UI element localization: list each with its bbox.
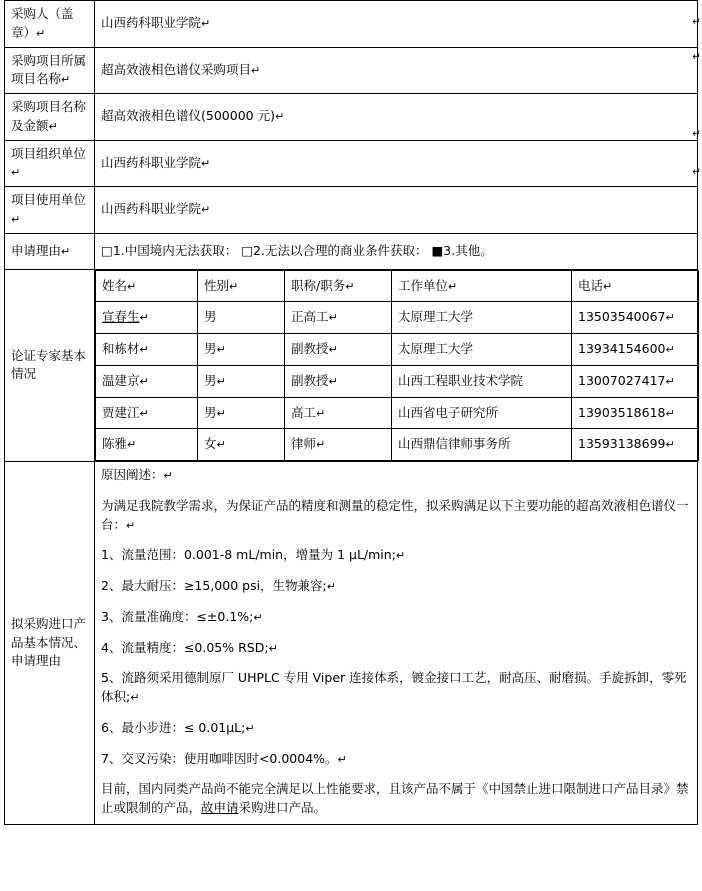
experts-header-gender	[198, 270, 285, 302]
expert-gender-text: 女	[204, 436, 217, 452]
expert-phone	[572, 429, 699, 461]
pilcrow-icon: ↵	[201, 203, 211, 217]
value-use-unit-text: 山西药科职业学院	[101, 201, 202, 217]
pilcrow-icon: ↵	[448, 279, 458, 293]
value-project-belong-text: 超高效液相色谱仪采购项目	[101, 61, 252, 77]
expert-unit	[392, 365, 572, 397]
pilcrow-icon: ↵	[665, 374, 675, 388]
pilcrow-icon: ↵	[328, 311, 338, 325]
experts-header-unit-text: 工作单位	[398, 277, 449, 293]
pilcrow-icon: ↵	[326, 580, 336, 593]
expert-title-text: 副教授	[291, 372, 329, 388]
label-use-unit-text: 项目使用单位	[11, 192, 87, 207]
label-experts	[5, 269, 95, 462]
pilcrow-icon: ↵	[11, 166, 21, 180]
expert-gender-text: 男	[204, 309, 217, 325]
pilcrow-icon: ↵	[328, 343, 338, 356]
pilcrow-icon: ↵	[692, 128, 701, 140]
pilcrow-icon: ↵	[245, 721, 255, 735]
expert-unit-text: 太原理工大学	[398, 309, 474, 325]
expert-title	[285, 365, 392, 397]
pilcrow-icon: ↵	[268, 641, 278, 655]
experts-header-name	[96, 270, 198, 302]
expert-title	[285, 302, 392, 334]
table-row-project-belong	[5, 47, 698, 94]
expert-phone-text: 13934154600	[578, 341, 666, 356]
label-import-reason	[5, 462, 95, 825]
table-row-apply-reason	[5, 233, 698, 269]
label-use-unit	[5, 187, 95, 234]
pilcrow-icon: ↵	[692, 16, 701, 28]
expert-phone	[572, 397, 699, 429]
expert-unit	[392, 302, 572, 334]
pilcrow-icon: ↵	[216, 374, 226, 388]
expert-gender	[198, 397, 285, 429]
experts-header-unit	[392, 270, 572, 302]
label-experts-text: 论证专家基本情况	[11, 347, 87, 382]
expert-name-text: 陈雅	[102, 436, 128, 452]
experts-header-phone-text: 电话	[578, 277, 604, 293]
pilcrow-icon: ↵	[139, 374, 149, 388]
expert-title	[285, 397, 392, 429]
pilcrow-icon: ↵	[139, 343, 149, 356]
table-row	[96, 397, 699, 429]
table-row	[96, 365, 699, 397]
experts-header-name-text: 姓名	[102, 277, 128, 293]
expert-phone	[572, 334, 699, 366]
import-product-application-table	[4, 0, 698, 825]
expert-unit-text: 山西鼎信律师事务所	[398, 436, 511, 452]
pilcrow-icon: ↵	[139, 311, 149, 325]
expert-unit-text: 太原理工大学	[398, 341, 474, 356]
checkbox-3-label: 3.其他。	[443, 242, 493, 258]
pilcrow-icon: ↵	[274, 110, 285, 124]
table-row	[96, 429, 699, 461]
table-row-experts	[5, 269, 698, 462]
expert-title-text: 正高工	[291, 309, 329, 325]
expert-name-text: 贾建江	[102, 404, 140, 420]
expert-gender	[198, 334, 285, 366]
table-row-org-unit	[5, 140, 698, 187]
reason-conclusion-post-text: 采购进口产品。	[238, 800, 327, 815]
pilcrow-icon: ↵	[665, 311, 675, 325]
expert-phone-text: 13593138699	[578, 436, 666, 452]
value-org-unit-text: 山西药科职业学院	[101, 154, 202, 170]
checkbox-2-box[interactable]: □	[241, 242, 254, 258]
expert-name	[96, 429, 198, 461]
reason-spec-2-text: 2、最大耐压：≥15,000 psi，生物兼容;	[101, 578, 327, 593]
label-project-belong-text: 采购项目所属项目名称	[11, 52, 87, 87]
expert-name	[96, 397, 198, 429]
expert-title	[285, 334, 392, 366]
expert-title	[285, 429, 392, 461]
expert-gender-text: 男	[204, 341, 217, 356]
experts-header-title-text: 职称/职务	[291, 277, 346, 293]
table-row-import-reason	[5, 462, 698, 825]
pilcrow-icon: ↵	[603, 279, 613, 293]
pilcrow-icon: ↵	[253, 610, 263, 624]
value-purchaser	[95, 1, 698, 48]
pilcrow-icon: ↵	[11, 212, 21, 226]
pilcrow-icon: ↵	[316, 438, 326, 452]
label-org-unit	[5, 140, 95, 187]
experts-header-phone	[572, 270, 699, 302]
pilcrow-icon: ↵	[395, 549, 406, 563]
value-project-name-amount-text: 超高效液相色谱仪(500000 元)	[101, 108, 275, 124]
pilcrow-icon: ↵	[216, 438, 226, 452]
expert-gender-text: 男	[204, 404, 217, 420]
table-row-use-unit	[5, 187, 698, 234]
expert-phone	[572, 302, 699, 334]
checkbox-3-box[interactable]: ■	[431, 242, 444, 258]
pilcrow-icon: ↵	[61, 73, 71, 87]
pilcrow-icon: ↵	[665, 438, 675, 452]
reason-spec-6	[101, 719, 691, 738]
reason-heading	[101, 466, 691, 485]
reason-conclusion-underline-text: 故申请	[201, 800, 239, 815]
expert-name-text: 宣春生	[102, 309, 140, 325]
label-project-belong	[5, 47, 95, 94]
reason-conclusion-pre-text: 目前，国内同类产品尚不能完全满足以上性能要求，且该产品不属于《中国禁止进口限制进口产品目录》禁止或限制的产品，	[101, 781, 689, 815]
pilcrow-icon: ↵	[229, 279, 239, 293]
expert-phone-text: 13903518618	[578, 404, 666, 420]
pilcrow-icon: ↵	[216, 343, 226, 356]
reason-intro-text: 为满足我院教学需求，为保证产品的精度和测量的稳定性，拟采购满足以下主要功能的超高效液相色谱仪一台：	[101, 497, 689, 532]
pilcrow-icon: ↵	[316, 406, 326, 420]
label-apply-reason-text: 申请理由	[11, 242, 62, 258]
checkbox-option-2[interactable]	[241, 243, 427, 258]
value-org-unit	[95, 140, 698, 187]
pilcrow-icon: ↵	[127, 438, 137, 452]
reason-spec-7	[101, 750, 691, 769]
pilcrow-icon: ↵	[139, 406, 149, 420]
expert-unit	[392, 334, 572, 366]
expert-name	[96, 302, 198, 334]
expert-phone	[572, 365, 699, 397]
reason-spec-3-text: 3、流量准确度：≤±0.1%;	[101, 608, 254, 624]
table-row	[96, 334, 699, 366]
expert-gender	[198, 429, 285, 461]
expert-unit	[392, 429, 572, 461]
reason-conclusion	[101, 780, 691, 818]
pilcrow-icon: ↵	[692, 166, 701, 178]
reason-spec-1-text: 1、流量范围：0.001-8 mL/min，增量为 1 µL/min;	[101, 547, 396, 563]
experts-cell	[95, 269, 698, 462]
expert-title-text: 副教授	[291, 341, 329, 356]
pilcrow-icon: ↵	[61, 244, 71, 258]
label-org-unit-text: 项目组织单位	[11, 145, 87, 161]
table-row-project-name-amount	[5, 94, 698, 141]
pilcrow-icon: ↵	[36, 26, 46, 40]
pilcrow-icon: ↵	[251, 63, 261, 77]
expert-name	[96, 334, 198, 366]
pilcrow-icon: ↵	[201, 156, 211, 170]
label-purchaser	[5, 1, 95, 48]
reason-spec-3	[101, 608, 691, 627]
reason-spec-4-text: 4、流量精度：≤0.05% RSD;	[101, 639, 269, 655]
pilcrow-icon: ↵	[127, 279, 137, 293]
expert-unit-text: 山西工程职业技术学院	[398, 372, 524, 388]
pilcrow-icon: ↵	[216, 406, 226, 420]
reason-spec-5	[101, 669, 691, 707]
table-row	[96, 302, 699, 334]
label-project-name-amount-text: 采购项目名称及金额	[11, 99, 87, 133]
pilcrow-icon: ↵	[692, 51, 701, 63]
checkbox-option-3[interactable]	[431, 243, 492, 258]
expert-title-text: 高工	[291, 404, 317, 420]
label-import-reason-text: 拟采购进口产品基本情况、申请理由	[11, 615, 87, 669]
label-purchaser-text: 采购人（盖章）	[11, 6, 74, 40]
expert-title-text: 律师	[291, 436, 317, 452]
value-use-unit	[95, 187, 698, 234]
label-project-name-amount	[5, 94, 95, 141]
pilcrow-icon: ↵	[163, 469, 173, 482]
pilcrow-icon: ↵	[130, 691, 140, 704]
expert-phone-text: 13007027417	[578, 372, 666, 388]
checkbox-1-label: 1.中国境内无法获取：	[112, 242, 238, 258]
expert-phone-text: 13503540067	[578, 309, 666, 325]
pilcrow-icon: ↵	[48, 119, 58, 133]
reason-spec-1	[101, 546, 691, 565]
expert-unit	[392, 397, 572, 429]
expert-name-text: 温建京	[102, 372, 140, 388]
checkbox-2-label: 2.无法以合理的商业条件获取：	[253, 242, 428, 258]
reason-spec-5-text: 5、流路须采用德制原厂 UHPLC 专用 Viper 连接体系，镀金接口工艺，耐高压、耐磨损。手旋拆卸，零死体积;	[101, 670, 687, 704]
experts-table	[95, 270, 699, 462]
experts-header-gender-text: 性别	[204, 277, 230, 293]
pilcrow-icon: ↵	[665, 343, 675, 356]
reason-heading-text: 原因阐述：	[101, 467, 164, 482]
reason-spec-2	[101, 577, 691, 596]
reason-spec-6-text: 6、最小步进：≤ 0.01µL;	[101, 719, 246, 735]
pilcrow-icon: ↵	[337, 752, 347, 766]
checkbox-1-box[interactable]: □	[101, 242, 113, 258]
right-margin-marks	[693, 0, 702, 891]
expert-name	[96, 365, 198, 397]
pilcrow-icon: ↵	[345, 279, 355, 293]
pilcrow-icon: ↵	[201, 17, 211, 31]
experts-header-title	[285, 270, 392, 302]
reason-intro	[101, 497, 691, 535]
reason-spec-4	[101, 639, 691, 658]
pilcrow-icon: ↵	[126, 518, 136, 532]
pilcrow-icon: ↵	[665, 406, 675, 420]
value-apply-reason	[95, 233, 698, 269]
expert-unit-text: 山西省电子研究所	[398, 404, 499, 420]
value-import-reason	[95, 462, 698, 825]
pilcrow-icon: ↵	[328, 374, 338, 388]
value-purchaser-text: 山西药科职业学院	[101, 15, 202, 31]
expert-gender	[198, 365, 285, 397]
value-project-name-amount	[95, 94, 698, 141]
checkbox-option-1[interactable]	[101, 243, 237, 258]
experts-header-row	[96, 270, 699, 302]
label-apply-reason	[5, 233, 95, 269]
reason-spec-7-text: 7、交叉污染：使用咖啡因时<0.0004%。	[101, 750, 338, 766]
table-row-purchaser	[5, 1, 698, 48]
expert-gender-text: 男	[204, 372, 217, 388]
value-project-belong	[95, 47, 698, 94]
expert-name-text: 和栋材	[102, 341, 140, 356]
expert-gender	[198, 302, 285, 334]
